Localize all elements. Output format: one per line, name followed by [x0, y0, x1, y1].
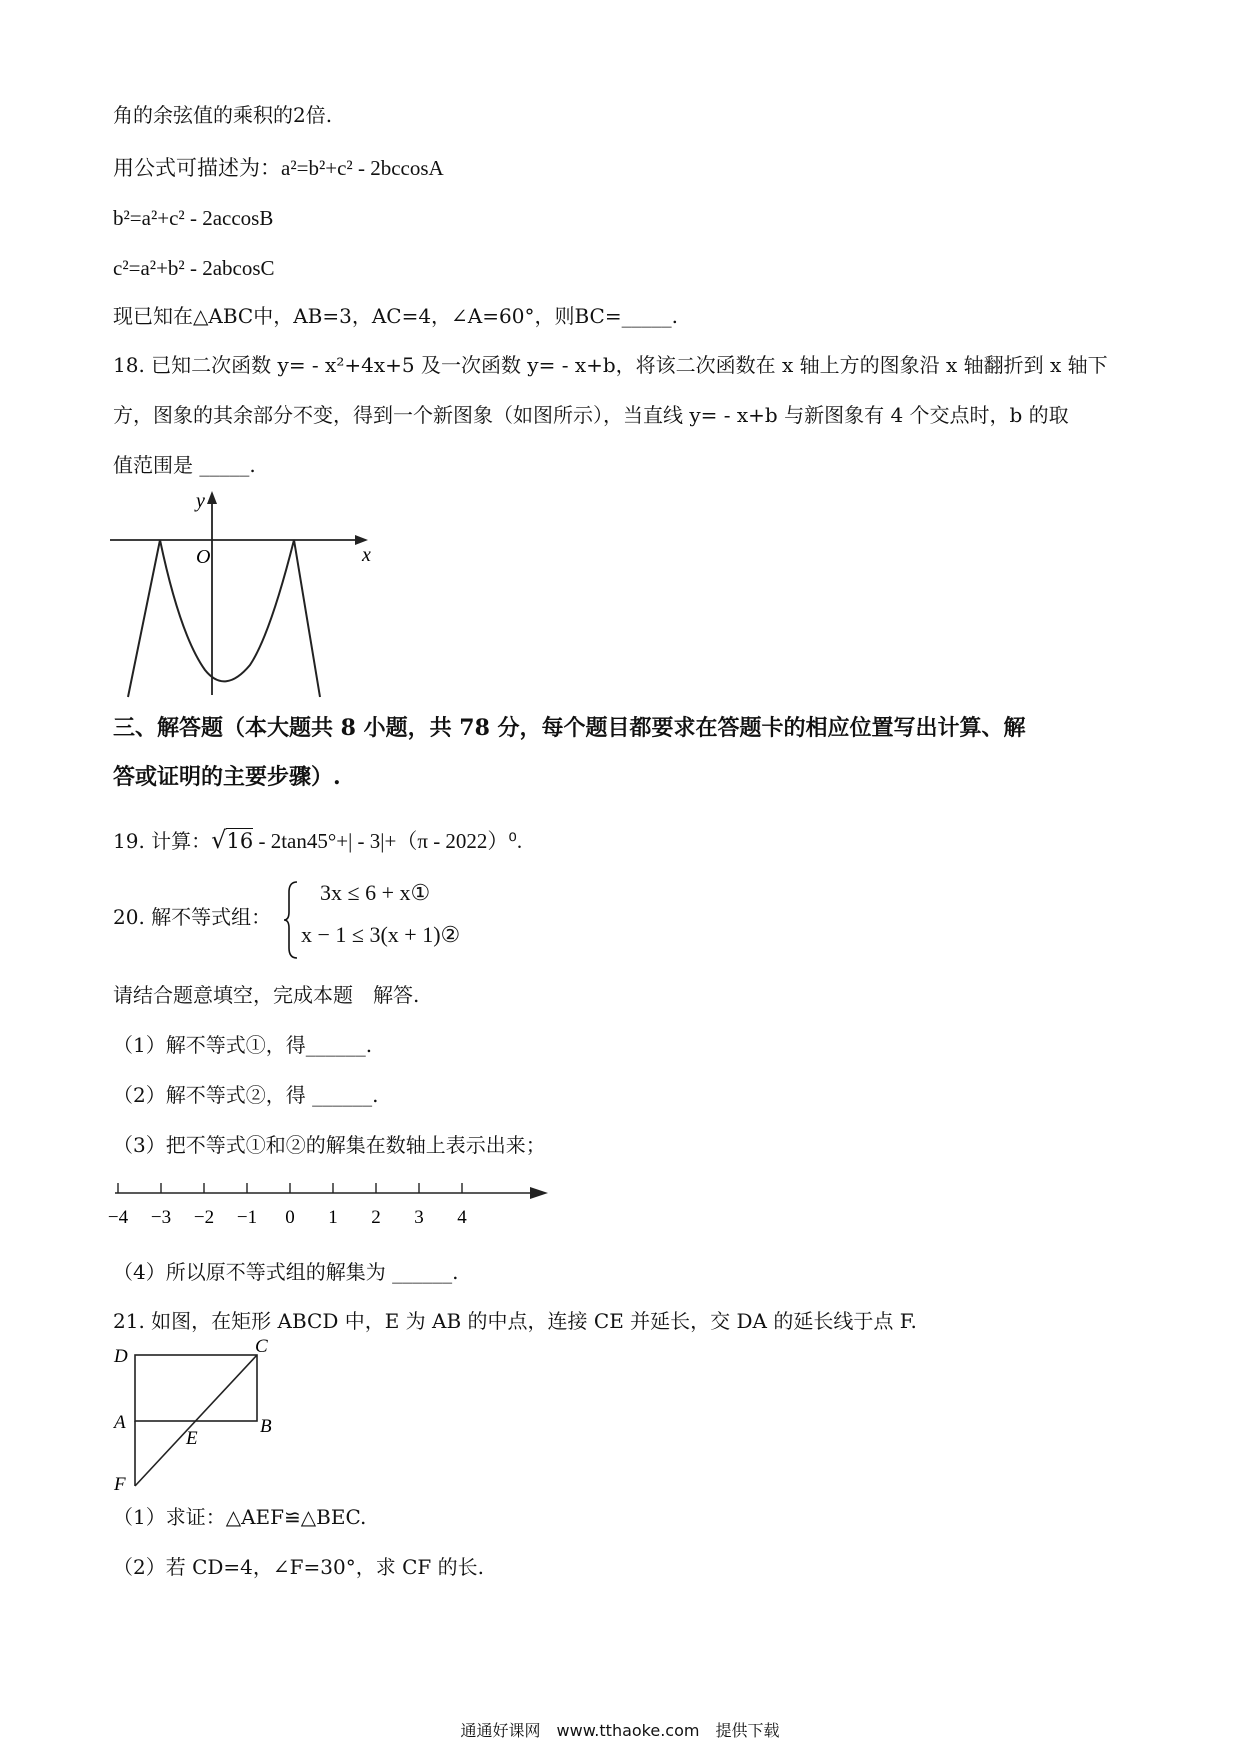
number-line-tick-label: −3	[150, 1207, 172, 1228]
question-20-prefix: 20. 解不等式组：	[113, 905, 272, 929]
y-axis-arrow	[207, 491, 217, 504]
label-d: D	[114, 1346, 128, 1367]
question-21-part-1: （1）求证：△AEF≌△BEC.	[113, 1505, 367, 1529]
graph-18	[100, 485, 390, 700]
text-line-1: 角的余弦值的乘积的2倍.	[113, 103, 333, 127]
origin-label: O	[196, 546, 211, 568]
number-line-arrow	[530, 1187, 548, 1199]
sqrt-radicand: 16	[226, 829, 254, 853]
left-brace	[283, 880, 299, 960]
question-21-part-2: （2）若 CD=4，∠F=30°，求 CF 的长.	[113, 1555, 484, 1579]
question-19	[113, 825, 522, 855]
question-20-step-4: （4）所以原不等式组的解集为 ______.	[113, 1260, 459, 1284]
question-18-line-2: 方，图象的其余部分不变，得到一个新图象（如图所示），当直线 y= - x+b 与新图象有 4 个交点时，b 的取	[113, 403, 1069, 427]
number-line-tick-label: 1	[328, 1207, 338, 1228]
question-20-step-3: （3）把不等式①和②的解集在数轴上表示出来；	[113, 1133, 546, 1157]
number-line-tick-label: −4	[107, 1207, 129, 1228]
question-20-step-1: （1）解不等式①，得______.	[113, 1033, 373, 1057]
formula-b: b²=a²+c² - 2accosB	[113, 206, 274, 230]
number-line-tick-label: 0	[285, 1207, 295, 1228]
label-c: C	[255, 1336, 268, 1357]
question-19-prefix: 19. 计算：	[113, 829, 212, 853]
inequality-system	[283, 880, 483, 960]
question-18-line-3: 值范围是 _____.	[113, 453, 256, 477]
y-axis-label: y	[196, 490, 205, 512]
number-line	[107, 1175, 560, 1245]
question-19-expression: - 2tan45°+| - 3|+（π - 2022）⁰.	[253, 829, 523, 853]
section-3-heading-line-2: 答或证明的主要步骤）.	[113, 764, 341, 790]
question-21-text: 21. 如图，在矩形 ABCD 中，E 为 AB 的中点，连接 CE 并延长，交 DA 的延长线于点 F.	[113, 1309, 917, 1333]
rectangle-figure	[110, 1336, 290, 1500]
number-line-tick-label: 4	[457, 1207, 467, 1228]
graph-curve	[128, 540, 320, 697]
sqrt-sign: √	[211, 826, 227, 854]
rectangle-abcd	[135, 1355, 257, 1421]
number-line-tick-label: −1	[236, 1207, 258, 1228]
question-17-ask: 现已知在△ABC中，AB=3，AC=4，∠A=60°，则BC=_____.	[113, 304, 678, 328]
formula-a: 用公式可描述为：a²=b²+c² - 2bccosA	[113, 156, 444, 180]
section-3-heading-line-1: 三、解答题（本大题共 8 小题，共 78 分，每个题目都要求在答题卡的相应位置写出计算、解	[113, 715, 1026, 741]
label-f: F	[114, 1474, 126, 1495]
number-line-tick-label: 3	[414, 1207, 424, 1228]
number-line-tick-label: 2	[371, 1207, 381, 1228]
question-18-line-1: 18. 已知二次函数 y= - x²+4x+5 及一次函数 y= - x+b，将该二次函数在 x 轴上方的图象沿 x 轴翻折到 x 轴下	[113, 353, 1108, 377]
inequality-1: 3x ≤ 6 + x①	[320, 880, 431, 905]
inequality-2: x − 1 ≤ 3(x + 1)②	[301, 922, 461, 947]
number-line-tick-label: −2	[193, 1207, 215, 1228]
label-e: E	[186, 1428, 198, 1449]
label-b: B	[260, 1416, 272, 1437]
question-20-step-2: （2）解不等式②，得 ______.	[113, 1083, 379, 1107]
question-20-instruction: 请结合题意填空，完成本题 解答.	[113, 983, 420, 1007]
footer: 通通好课网 www.tthaoke.com 提供下载	[460, 1721, 780, 1740]
x-axis-label: x	[362, 544, 371, 566]
formula-c: c²=a²+b² - 2abcosC	[113, 256, 275, 280]
label-a: A	[114, 1412, 126, 1433]
